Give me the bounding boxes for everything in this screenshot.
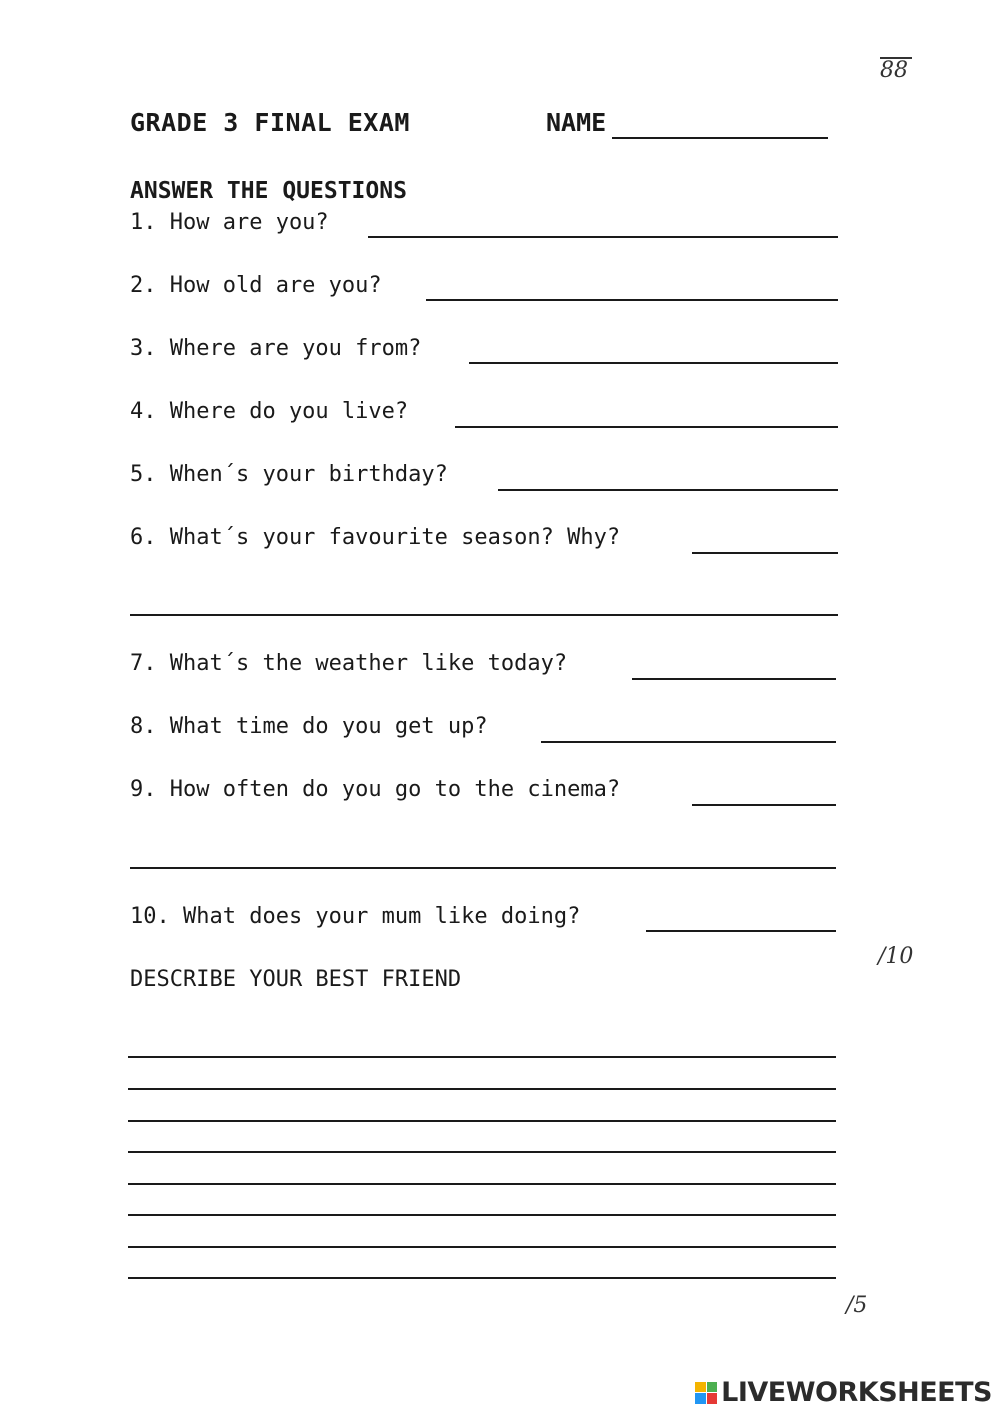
question-4: 4. Where do you live? [130, 399, 409, 424]
answer-field-7[interactable] [632, 678, 836, 680]
answer-field-4[interactable] [455, 426, 838, 428]
answer-field-1[interactable] [368, 236, 838, 238]
answer-field-8[interactable] [541, 741, 836, 743]
logo-square-3 [695, 1393, 706, 1404]
answer-field-9[interactable] [692, 804, 836, 806]
logo-square-4 [707, 1393, 718, 1404]
liveworksheets-logo-icon [695, 1382, 717, 1404]
question-10: 10. What does your mum like doing? [130, 904, 581, 929]
question-6: 6. What´s your favourite season? Why? [130, 525, 621, 550]
describe-line-2[interactable] [128, 1088, 836, 1090]
answer-field-9-continued[interactable] [130, 867, 836, 869]
describe-line-1[interactable] [128, 1056, 836, 1058]
section-title: ANSWER THE QUESTIONS [130, 178, 407, 204]
question-1: 1. How are you? [130, 210, 329, 235]
answer-field-3[interactable] [469, 362, 838, 364]
describe-title: DESCRIBE YOUR BEST FRIEND [130, 967, 462, 992]
name-label: NAME [546, 108, 607, 137]
questions-score: /10 [878, 944, 914, 969]
describe-line-7[interactable] [128, 1246, 836, 1248]
question-2: 2. How old are you? [130, 273, 382, 298]
describe-line-4[interactable] [128, 1151, 836, 1153]
liveworksheets-wordmark: LIVEWORKSHEETS [721, 1377, 992, 1408]
describe-line-5[interactable] [128, 1183, 836, 1185]
question-7: 7. What´s the weather like today? [130, 651, 568, 676]
logo-square-2 [707, 1382, 718, 1393]
question-3: 3. Where are you from? [130, 336, 422, 361]
answer-field-5[interactable] [498, 489, 838, 491]
answer-field-10[interactable] [646, 930, 836, 932]
describe-line-6[interactable] [128, 1214, 836, 1216]
describe-line-3[interactable] [128, 1120, 836, 1122]
exam-title: GRADE 3 FINAL EXAM [130, 108, 410, 137]
question-9: 9. How often do you go to the cinema? [130, 777, 621, 802]
answer-field-6-continued[interactable] [130, 614, 838, 616]
answer-field-2[interactable] [426, 299, 838, 301]
describe-score: /5 [846, 1293, 868, 1318]
total-score: 88 [880, 58, 908, 83]
question-8: 8. What time do you get up? [130, 714, 488, 739]
answer-field-6[interactable] [692, 552, 838, 554]
logo-square-1 [695, 1382, 706, 1393]
describe-line-8[interactable] [128, 1277, 836, 1279]
liveworksheets-logo [695, 1377, 992, 1408]
question-5: 5. When´s your birthday? [130, 462, 448, 487]
name-field[interactable] [612, 137, 828, 139]
